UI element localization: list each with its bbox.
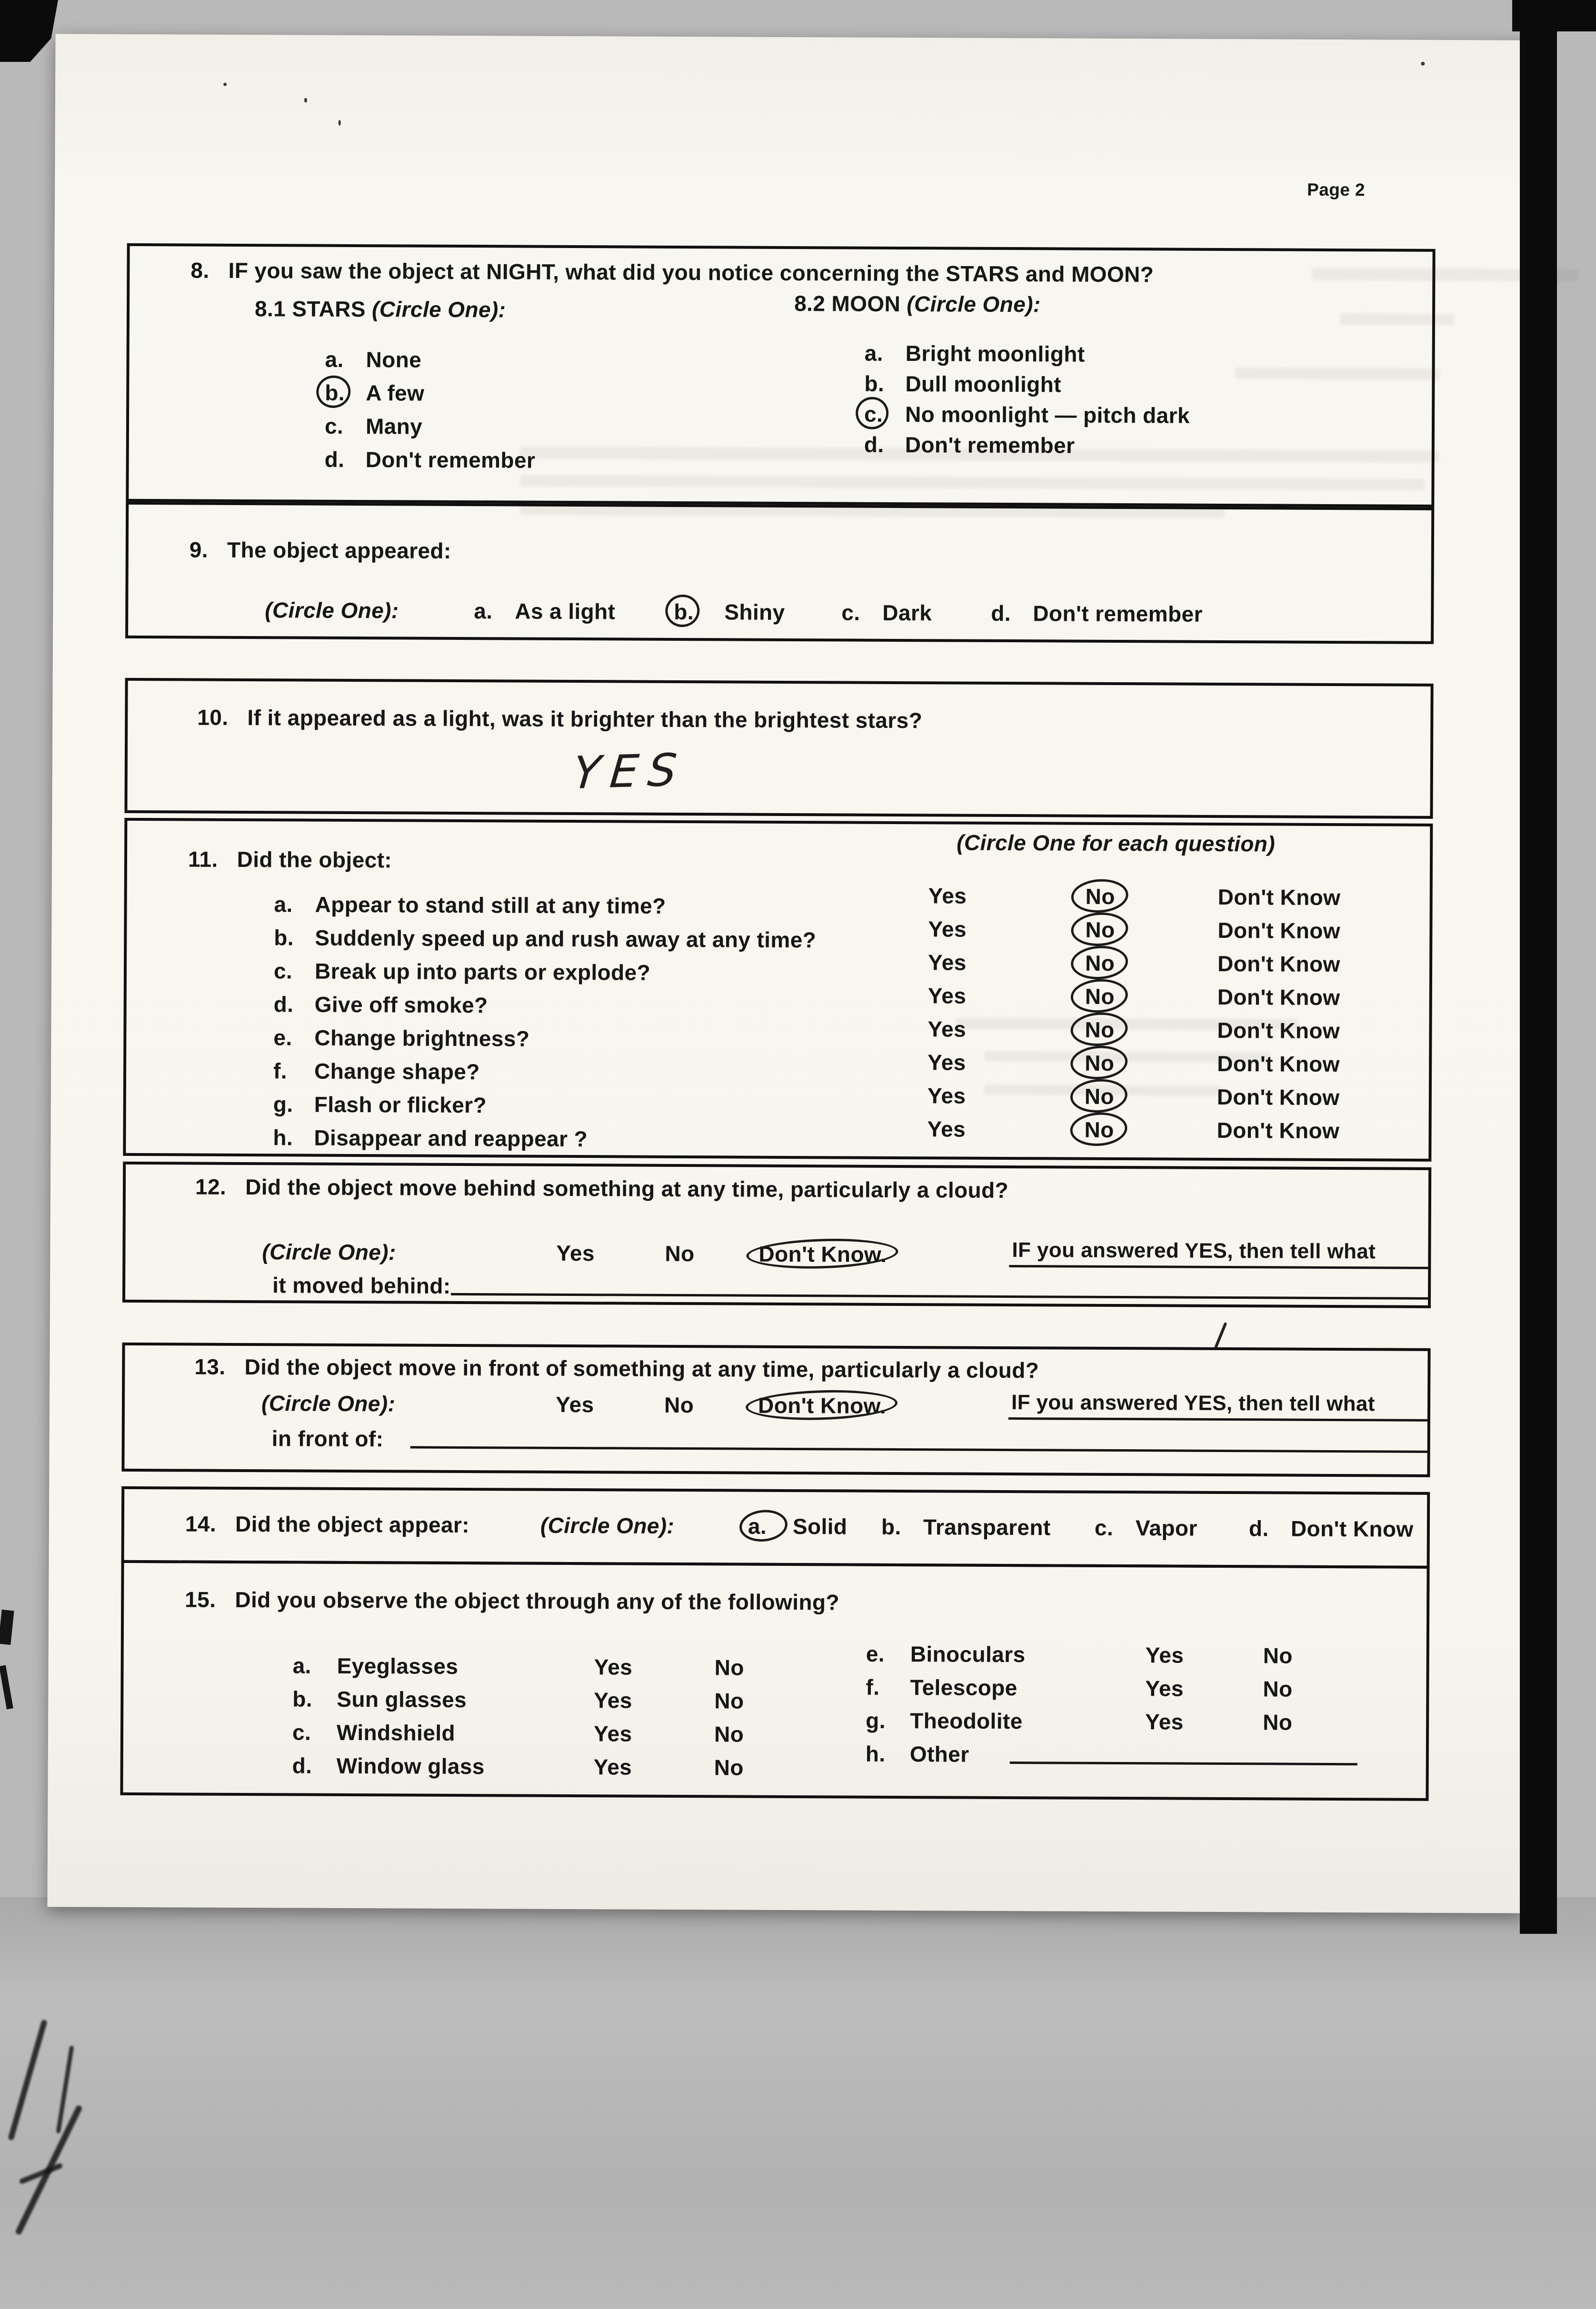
- q13-write-in-line-top: [1008, 1398, 1427, 1422]
- q15-h-label: Other: [909, 1742, 969, 1767]
- q11-c-no-circled: No: [1085, 950, 1115, 975]
- question-10-box: [124, 678, 1433, 819]
- q11-c-dk: Don't Know: [1217, 951, 1340, 977]
- q9-number: 9.: [189, 537, 209, 562]
- question-9-box: [125, 502, 1434, 644]
- q12-text: Did the object move behind something at any time, particularly a cloud?: [245, 1174, 1009, 1203]
- q11-d-yes: Yes: [928, 983, 967, 1008]
- q11-h-no-circled: No: [1084, 1117, 1114, 1142]
- q8-stars-option-b-circled: b. A few: [325, 380, 425, 406]
- q12-circle-one: (Circle One):: [262, 1239, 396, 1265]
- ink-speck: [339, 120, 341, 126]
- scanned-form-page: [47, 34, 1532, 1913]
- q15-g-letter: g.: [866, 1708, 886, 1733]
- q15-number: 15.: [185, 1587, 216, 1612]
- page-number: Page 2: [1307, 179, 1365, 200]
- q15-b-letter: b.: [292, 1686, 313, 1712]
- q8-moon-selection-circle: c.: [864, 401, 883, 427]
- q13-dont-know-circled: Don't Know.: [758, 1393, 887, 1418]
- question-15-box: [120, 1560, 1429, 1801]
- q8-text: IF you saw the object at NIGHT, what did you notice concerning the STARS and MOON?: [228, 258, 1154, 287]
- q11-row-d: d. Give off smoke? Yes No Don't Know: [273, 983, 1340, 1018]
- question-8-box: [126, 243, 1435, 508]
- q13-no: No: [664, 1392, 694, 1418]
- q15-b-label: Sun glasses: [337, 1686, 467, 1712]
- scan-edge-mark: [0, 1610, 14, 1645]
- q9-option-a-label: As a light: [515, 598, 616, 624]
- q11-row-c: c. Break up into parts or explode? Yes No Don't Know: [273, 950, 1340, 985]
- q11-a-no-circled: No: [1085, 884, 1115, 909]
- q13-note: IF you answered YES, then tell what: [1011, 1391, 1375, 1416]
- q14-option-b-letter: b.: [881, 1514, 901, 1540]
- q11-g-no-circled: No: [1084, 1084, 1115, 1109]
- q14-circle-one: (Circle One):: [540, 1513, 675, 1538]
- q11-f-dk: Don't Know: [1217, 1051, 1340, 1077]
- q9-option-a-letter: a.: [474, 598, 493, 624]
- pen-mark: [1214, 1322, 1227, 1349]
- q9-option-c-letter: c.: [841, 600, 860, 625]
- q15-other-write-in-line: [1010, 1743, 1357, 1765]
- q15-e-label: Binoculars: [910, 1642, 1026, 1667]
- q8-moon-option-b: b. Dull moonlight: [864, 371, 1062, 397]
- q11-b-dk: Don't Know: [1217, 917, 1341, 944]
- q13-yes: Yes: [555, 1392, 594, 1417]
- q11-e-no-circled: No: [1085, 1017, 1115, 1042]
- scanner-background: [0, 1897, 1596, 2309]
- q11-h-yes: Yes: [927, 1116, 966, 1142]
- q15-b-yes: Yes: [594, 1688, 632, 1713]
- q11-g-dk: Don't Know: [1217, 1084, 1340, 1110]
- q15-c-no: No: [714, 1722, 744, 1747]
- q11-h-dk: Don't Know: [1217, 1117, 1340, 1144]
- question-13-box: [121, 1343, 1430, 1477]
- q9-option-c-label: Dark: [882, 600, 932, 626]
- scan-edge-bar: [1520, 0, 1557, 1934]
- q10-number: 10.: [197, 705, 229, 730]
- q8-moon-options: [864, 342, 1190, 458]
- q12-dont-know-circled: Don't Know.: [758, 1241, 887, 1267]
- q12-write-in-line: [451, 1274, 1428, 1300]
- q11-row-g: g. Flash or flicker? Yes No Don't Know: [273, 1083, 1340, 1118]
- q15-f-label: Telescope: [910, 1675, 1017, 1701]
- q8-stars-heading: 8.1 STARS (Circle One):: [254, 296, 506, 322]
- q13-circle-one: (Circle One):: [261, 1391, 396, 1416]
- q12-tail-label: it moved behind:: [272, 1273, 451, 1298]
- q8-moon-circle-one: (Circle One):: [907, 291, 1041, 317]
- q11-row-f: f. Change shape? Yes No Don't Know: [273, 1050, 1340, 1085]
- q9-text: The object appeared:: [227, 537, 451, 563]
- q14-number: 14.: [185, 1511, 217, 1536]
- question-14-box: [121, 1486, 1430, 1569]
- q11-a-dk: Don't Know: [1217, 884, 1341, 910]
- q15-c-label: Windshield: [336, 1720, 456, 1745]
- q12-write-in-line-top: [1009, 1245, 1428, 1269]
- q15-g-label: Theodolite: [910, 1708, 1023, 1734]
- q15-text: Did you observe the object through any of the following?: [235, 1587, 840, 1615]
- ink-speck: [304, 98, 307, 103]
- q15-f-no: No: [1263, 1676, 1293, 1702]
- q11-e-yes: Yes: [928, 1016, 967, 1042]
- q11-f-no-circled: No: [1085, 1050, 1115, 1075]
- q8-stars-option-a: a. None: [325, 347, 422, 372]
- q11-g-yes: Yes: [927, 1083, 966, 1108]
- q12-number: 12.: [195, 1174, 227, 1199]
- q11-d-dk: Don't Know: [1217, 984, 1340, 1010]
- q13-number: 13.: [194, 1354, 226, 1379]
- q14-text: Did the object appear:: [235, 1511, 470, 1538]
- q8-moon-option-c-circled: c. No moonlight — pitch dark: [864, 401, 1190, 428]
- q11-text: Did the object:: [237, 846, 392, 873]
- q15-a-letter: a.: [292, 1653, 311, 1678]
- q11-row-a: a. Appear to stand still at any time? Yes No Don't Know: [274, 883, 1341, 918]
- q11-instruction: (Circle One for each question): [957, 830, 1276, 856]
- q15-f-yes: Yes: [1145, 1676, 1184, 1701]
- q14-option-b-label: Transparent: [923, 1514, 1051, 1540]
- q11-c-yes: Yes: [928, 950, 967, 975]
- q9-option-b-letter-circled: b.: [674, 599, 694, 625]
- scan-edge-mark: [0, 1665, 13, 1709]
- q8-stars-circle-one: (Circle One):: [371, 297, 506, 322]
- q11-f-yes: Yes: [928, 1050, 966, 1075]
- q11-b-yes: Yes: [928, 916, 967, 942]
- q10-text: If it appeared as a light, was it brighter than the brightest stars?: [247, 705, 923, 733]
- q15-c-letter: c.: [292, 1720, 311, 1745]
- q13-tail-label: in front of:: [271, 1426, 384, 1452]
- q9-circle-one: (Circle One):: [265, 597, 399, 623]
- q10-handwritten-answer: YES: [570, 744, 688, 800]
- q11-e-dk: Don't Know: [1217, 1017, 1340, 1044]
- q14-option-d-letter: d.: [1248, 1516, 1269, 1541]
- q8-stars-option-c: c. Many: [324, 413, 423, 439]
- q15-a-yes: Yes: [594, 1654, 633, 1680]
- q8-stars-option-d: d. Don't remember: [324, 447, 536, 473]
- q15-d-letter: d.: [292, 1753, 312, 1778]
- q11-a-yes: Yes: [928, 883, 967, 908]
- q15-e-yes: Yes: [1145, 1642, 1184, 1668]
- q15-g-yes: Yes: [1145, 1709, 1184, 1734]
- q11-row-b: b. Suddenly speed up and rush away at any time? Yes No Don't Know: [274, 916, 1341, 953]
- q15-g-no: No: [1263, 1710, 1293, 1735]
- q15-d-no: No: [714, 1755, 744, 1780]
- q11-b-no-circled: No: [1085, 917, 1115, 942]
- q13-write-in-line: [410, 1428, 1427, 1453]
- scan-corner-artifact: [0, 0, 58, 62]
- q15-a-label: Eyeglasses: [337, 1653, 459, 1679]
- q14-option-c-label: Vapor: [1135, 1515, 1197, 1541]
- q15-e-letter: e.: [866, 1641, 885, 1666]
- q12-note: IF you answered YES, then tell what: [1012, 1238, 1376, 1264]
- q9-option-d-letter: d.: [991, 600, 1011, 626]
- question-12-box: [122, 1162, 1431, 1308]
- q11-row-h: h. Disappear and reappear ? Yes No Don't Know: [273, 1116, 1340, 1152]
- ink-speck: [1421, 62, 1425, 66]
- q15-b-no: No: [714, 1688, 744, 1713]
- q11-row-e: e. Change brightness? Yes No Don't Know: [273, 1016, 1340, 1051]
- q8-stars-selection-circle: b.: [325, 380, 345, 405]
- question-11-box: [123, 818, 1433, 1162]
- q14-option-d-label: Don't Know: [1290, 1516, 1414, 1542]
- q12-yes: Yes: [556, 1240, 595, 1266]
- q9-option-d-label: Don't remember: [1033, 601, 1203, 627]
- q15-f-letter: f.: [866, 1674, 880, 1700]
- q15-d-yes: Yes: [593, 1754, 632, 1780]
- q8-moon-option-a: a. Bright moonlight: [864, 340, 1085, 367]
- q8-moon-option-d: d. Don't remember: [864, 432, 1075, 458]
- q14-option-c-letter: c.: [1094, 1515, 1114, 1540]
- q14-option-a-letter-circled: a.: [748, 1513, 767, 1539]
- q8-number: 8.: [190, 258, 209, 283]
- q15-d-label: Window glass: [336, 1753, 485, 1779]
- ink-speck: [223, 83, 227, 86]
- q8-moon-heading: 8.2 MOON (Circle One):: [794, 291, 1041, 317]
- q15-c-yes: Yes: [593, 1721, 632, 1746]
- q15-e-no: No: [1263, 1643, 1293, 1668]
- q11-number: 11.: [188, 846, 218, 872]
- q15-a-no: No: [714, 1655, 744, 1680]
- q11-d-no-circled: No: [1085, 984, 1115, 1009]
- q9-option-b-label: Shiny: [724, 599, 785, 625]
- q14-option-a-label: Solid: [792, 1514, 848, 1539]
- q13-text: Did the object move in front of something at any time, particularly a cloud?: [244, 1354, 1039, 1383]
- q12-no: No: [665, 1241, 695, 1266]
- q8-stars-options: [325, 348, 536, 472]
- q15-h-letter: h.: [865, 1741, 886, 1766]
